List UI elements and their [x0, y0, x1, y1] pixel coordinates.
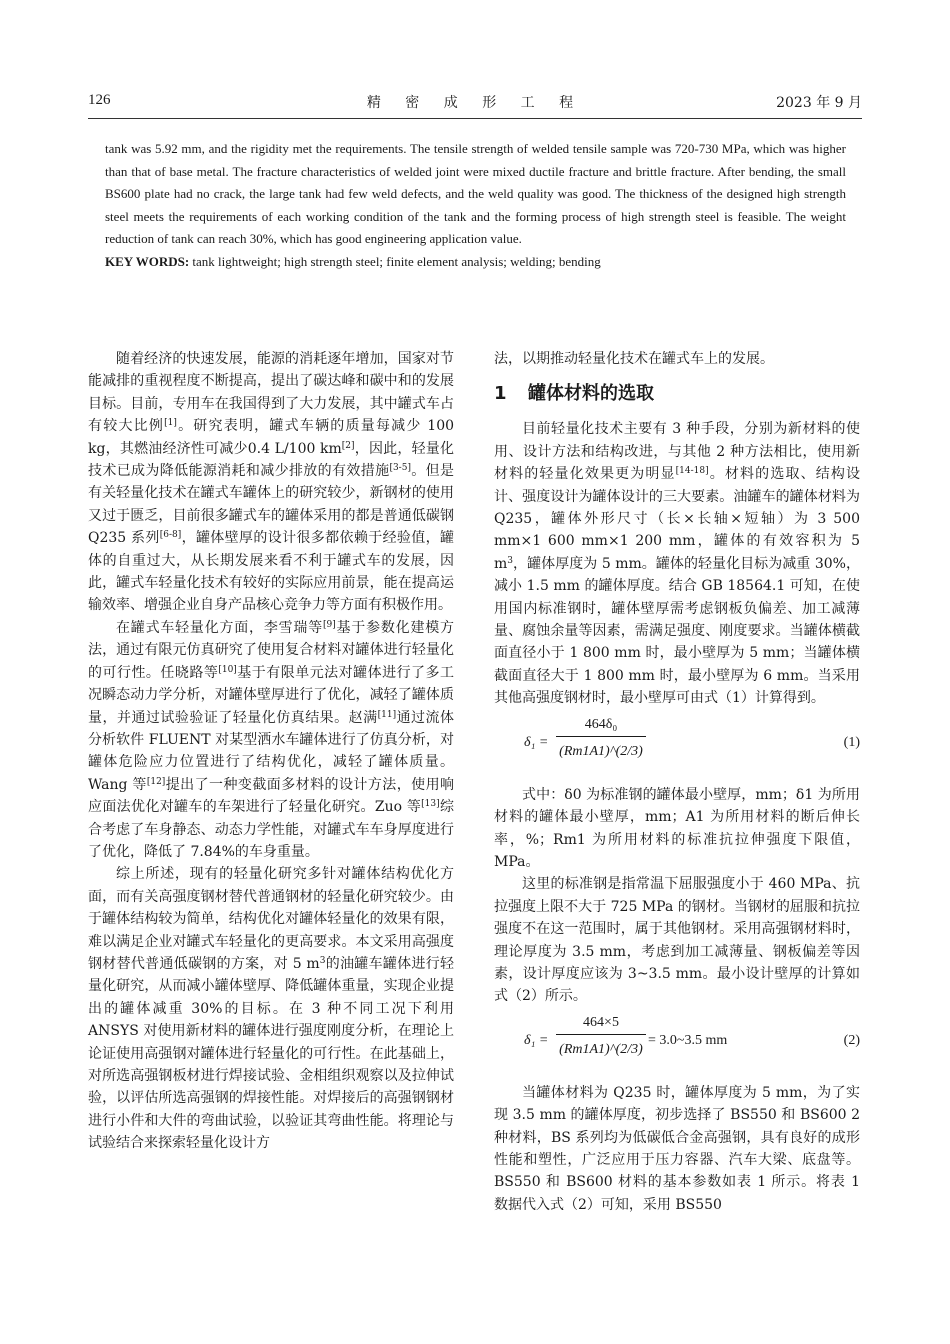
citation: [14-18] [675, 466, 709, 477]
eq1-number: (1) [843, 734, 860, 750]
symbol-definitions: 式中：δ0 为标准钢的罐体最小壁厚，mm；δ1 为所用材料的罐体最小壁厚，mm；A1 为所用材料的断后伸长率，%；Rm1 为所用材料的标准抗拉伸强度下限值，MPa。 [494, 786, 860, 870]
eq1-numerator: 464δ₀ [584, 716, 618, 732]
citation: [2] [341, 440, 355, 451]
keywords-line [105, 251, 846, 274]
keywords-label: KEY WORDS: [105, 253, 190, 269]
citation: [9] [322, 619, 336, 630]
keywords: tank lightweight; high strength steel; finite element analysis; welding; bending [192, 253, 601, 269]
citation: [12] [146, 776, 166, 787]
eq1-fraction [556, 714, 646, 767]
citation: [6-8] [159, 530, 182, 541]
intro-paragraph-3: 综上所述，现有的轻量化研究多针对罐体结构优化方面，而有关高强度钢材替代普通钢材的轻量化研究较少。由于罐体结构较为简单，结构优化对罐体轻量化的效果有限，难以满足企业对罐式车轻量化的更高要求。本文采用高强度钢材替代普通低碳钢的方案，对 5 $m^3$的油罐车罐体进行轻量化研究，从而减小罐体壁厚、降低罐体重量，实现企业提出的罐体减重 30%的目标。在 3 种不同工况下利用 ANSYS 对使用新材料的罐体进行强度刚度分析，在理论上论证使用高强钢对罐体进行轻量化的可行性。在此基础上，对所选高强钢板材进行焊接试验、金相组织观察以及拉伸试验，以评估所选高强钢的焊接性能。对焊接后的高强钢钢材进行小件和大件的弯曲试验，以验证其弯曲性能。将理论与试验结合来探索轻量化设计方 [88, 866, 455, 1152]
equation-1 [494, 712, 860, 778]
section-title: 罐体材料的选取 [528, 383, 654, 405]
header-rule [88, 118, 862, 119]
citation: [11] [377, 709, 397, 720]
eq2-fraction [556, 1012, 646, 1065]
eq1-denominator: (Rm1A1)^(2/3) [559, 743, 643, 759]
issue-date: 2023 年 9 月 [776, 95, 862, 111]
eq2-numerator: 464×5 [583, 1014, 619, 1030]
left-column [88, 348, 454, 1155]
citation: [3-5] [389, 463, 411, 474]
section-number: 1 [494, 383, 507, 405]
equation-2 [494, 1010, 860, 1076]
citation: [1] [164, 418, 177, 429]
english-abstract [105, 138, 846, 274]
citation: [13] [421, 799, 440, 810]
abstract-text: tank was 5.92 mm, and the rigidity met the requirements. The tensile strength of welded tensile sample was 720-730 MPa, which was higher than that of base metal. The fracture characteristics of welded joint were mixed ductile fracture and brittle fracture. After bending, the small BS600 plate had no crack, the large tank had few weld defects, and the weld quality was good. The thickness of the designed high strength steel meets the requirements of each working condition of the tank and the forming process of high strength steel is feasible. The weight reduction of tank can reach 30%, which has good engineering application value. [105, 141, 846, 247]
section1-paragraph-3: 这里的标准钢是指常温下屈服强度小于 460 MPa、抗拉强度上限不大于 725 MPa 的钢材。当钢材的屈服和抗拉强度不在这一范围时，属于其他钢材。采用高强钢材料时，理论厚度为 3.5 mm，考虑到加工减薄量、钢板偏差等因素，设计厚度应该为 3~3.5 mm。最小设计壁厚的计算如式（2）所示。 [494, 876, 860, 1005]
journal-title: 精 密 成 形 工 程 [366, 95, 584, 111]
eq2-result: = 3.0~3.5 mm [648, 1032, 728, 1048]
eq2-number: (2) [843, 1032, 860, 1048]
eq2-lhs: δ₁ = [524, 1032, 549, 1048]
intro-paragraph-1: 随着经济的快速发展，能源的消耗逐年增加，国家对节能减排的重视程度不断提高，提出了碳达峰和碳中和的发展目标。目前，专用车在我国得到了大力发展，其中罐式车占有较大比例[1]。研究表明，罐式车辆的质量每减少 100 kg，其燃油经济性可减少0.4 L/100 km[2]，因此，轻量化技术已成为降低能源消耗和减少排放的有效措施[3-5]。但是有关轻量化技术在罐式车罐体上的研究较少，新钢材的使用又过于匮乏，目前很多罐式车的罐体采用的都是普通低碳钢 Q235 系列[6-8]，罐体壁厚的设计很多都依赖于经验值，罐体的自重过大，从长期发展来看不利于罐式车的发展，因此，罐式车轻量化技术有较好的实际应用前景，能在提高运输效率、增强企业自身产品核心竞争力等方面有积极作用。 [88, 351, 455, 614]
section1-paragraph-1: 目前轻量化技术主要有 3 种手段，分别为新材料的使用、设计方法和结构改进，与其他 2 种方法相比，使用新材料的轻量化效果更为明显[14-18]。材料的选取、结构设计、强度设计为罐体设计的三大要素。油罐车的罐体材料为 Q235，罐体外形尺寸（长×长轴×短轴）为 3 500 mm×1 600 mm×1 200 mm，罐体的有效容积为 5 $m^3$，罐体厚度为 5 mm。罐体的轻量化目标为减重 30%，减小 1.5 mm 的罐体厚度。结合 GB 18564.1 可知，在使用国内标准钢时，罐体壁厚需考虑钢板负偏差、加工减薄量、腐蚀余量等因素，需满足强度、刚度要求。当罐体横截面直径小于 1 800 mm 时，最小壁厚为 5 mm；当罐体横截面直径大于 1 800 mm 时，最小壁厚为 6 mm。当采用其他高强度钢材时，最小壁厚可由式（1）计算得到。 [494, 421, 861, 707]
intro-paragraph-2: 在罐式车轻量化方面，李雪瑞等[9]基于参数化建模方法，通过有限元仿真研究了使用复合材料对罐体进行轻量化的可行性。任晓路等[10]基于有限单元法对罐体进行了多工况瞬态动力学分析，对罐体壁厚进行了优化，减轻了罐体质量，并通过试验验证了轻量化仿真结果。赵满[11]通过流体分析软件 FLUENT 对某型洒水车罐体进行了仿真分析，对罐体危险应力位置进行了结构优化，减轻了罐体质量。Wang 等[12]提出了一种变截面多材料的设计方法，使用响应面法优化对罐车的车架进行了轻量化研究。Zuo 等[13]综合考虑了车身静态、动态力学性能，对罐式车车身厚度进行了优化，降低了 7.84%的车身重量。 [88, 619, 455, 860]
eq1-lhs: δ₁ = [524, 734, 549, 750]
citation: [10] [218, 664, 237, 675]
page-header [88, 92, 862, 114]
page-number: 126 [88, 92, 111, 108]
section1-paragraph-4: 当罐体材料为 Q235 时，罐体厚度为 5 mm，为了实现 3.5 mm 的罐体厚度，初步选择了 BS550 和 BS600 2 种材料，BS 系列均为低碳低合金高强钢，具有良好的成形性能和塑性，广泛应用于压力容器、汽车大梁、底盘等。BS550 和 BS600 材料的基本参数如表 1 所示。将表 1 数据代入式（2）可知，采用 BS550 [494, 1084, 860, 1213]
section-heading [494, 381, 860, 407]
eq2-denominator: (Rm1A1)^(2/3) [559, 1041, 643, 1057]
right-column [494, 348, 860, 1216]
intro-continuation: 法，以期推动轻量化技术在罐式车上的发展。 [494, 351, 774, 367]
